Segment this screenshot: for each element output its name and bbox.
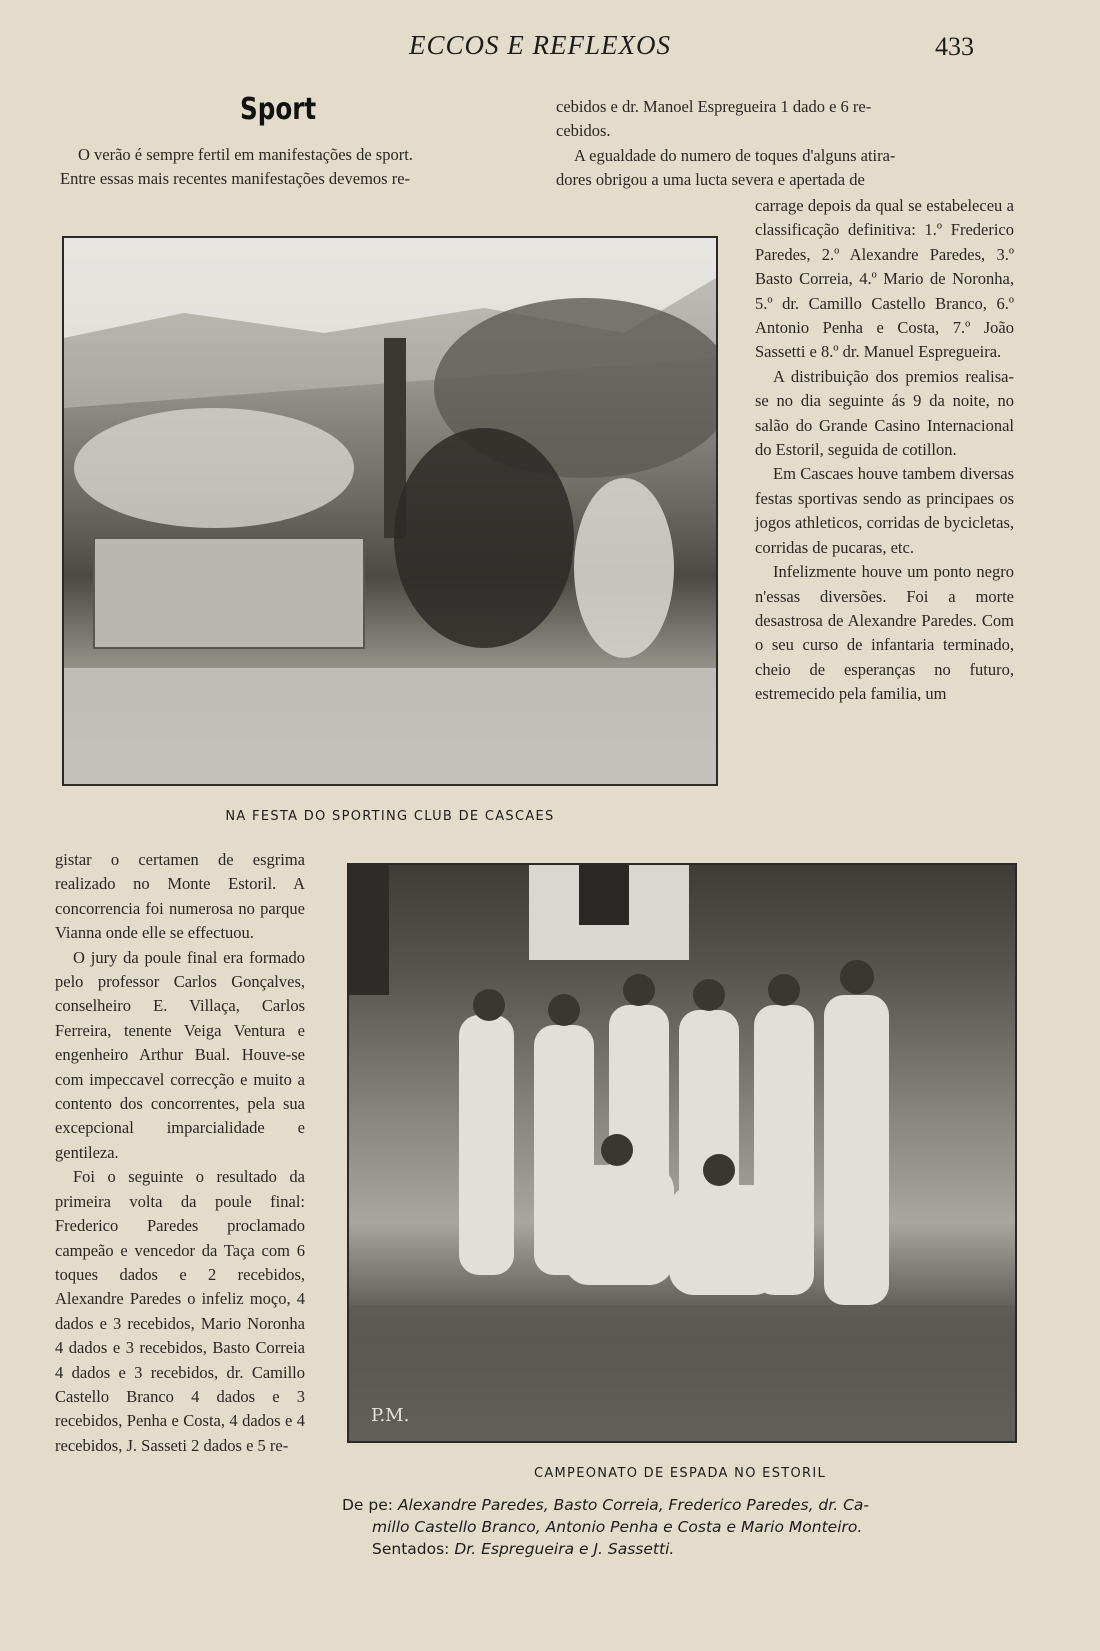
section-title: Sport xyxy=(240,92,317,127)
right-top-line-1: cebidos e dr. Manoel Espregueira 1 dado e 6 re- xyxy=(556,97,872,116)
photo-campeonato-espada xyxy=(347,863,1017,1443)
legend-seated-names: Dr. Espregueira e J. Sassetti. xyxy=(454,1540,675,1558)
legend-seated-row xyxy=(342,1538,1022,1560)
jury-paragraph: O jury da poule final era formado pelo professor Carlos Gonçalves, conselheiro E. Villaça, Carlos Ferreira, tenente Veiga Ventura e engenheiro Arthur Bual. Houve-se com impeccavel correcção e muito a contento dos concorrentes, pela sua excepcional imparcialidade e gentileza. xyxy=(55,947,305,1162)
photo-esgrima-signature: P.M. xyxy=(371,1405,410,1426)
right-column-narrow xyxy=(755,194,1014,707)
right-top-line-3: A egualdade do numero de toques d'alguns atira- xyxy=(574,145,896,165)
legend-standing-row-2 xyxy=(342,1516,1022,1538)
legend-standing-names-2: millo Castello Branco, Antonio Penha e Costa e Mario Monteiro. xyxy=(372,1518,863,1536)
photo-festa-illustration xyxy=(64,238,716,784)
legend-standing-row xyxy=(342,1494,1022,1516)
photo-festa-caption: NA FESTA DO SPORTING CLUB DE CASCAES xyxy=(225,809,555,824)
classification-paragraph: carrage depois da qual se estabeleceu a classificação definitiva: 1.º Frederico Paredes, 2.º Alexandre Paredes, 3.º Basto Correia, 4.º Mario de Noronha, 5.º dr. Camillo Castello Branco, 6.º Antonio Penha e Costa, 7.º João Sassetti e 8.º dr. Manuel Espregueira. xyxy=(755,196,1014,362)
legend-standing-label: De pe: xyxy=(342,1496,393,1514)
intro-line-2: Entre essas mais recentes manifestações devemos re- xyxy=(60,169,411,189)
running-title: ECCOS E REFLEXOS xyxy=(409,30,671,60)
photo-esgrima-caption: CAMPEONATO DE ESPADA NO ESTORIL xyxy=(533,1466,827,1481)
intro-line-1: O verão é sempre fertil em manifestações de sport. xyxy=(78,145,413,164)
photo-esgrima-legend xyxy=(342,1494,1022,1560)
right-top-line-4: dores obrigou a uma lucta severa e apertada de xyxy=(556,170,865,190)
photo-esgrima-illustration xyxy=(349,865,1015,1441)
cascaes-paragraph: Em Cascaes houve tambem diversas festas sportivas sendo as principaes os jogos athleticos, corridas de bycicletas, corridas de pucaras, etc. xyxy=(755,464,1014,557)
right-top-line-2: cebidos. xyxy=(556,121,611,141)
results-paragraph: Foi o seguinte o resultado da primeira volta da poule final: Frederico Paredes proclamado campeão e vencedor da Taça com 6 toques dados e 2 recebidos, Alexandre Paredes o infeliz moço, 4 dados e 3 recebidos, Mario Noronha 4 dados e 3 recebidos, Basto Correia 4 dados e 3 recebidos, dr. Camillo Castello Branco 4 dados e 3 recebidos, Penha e Costa, 4 dados e 4 recebidos, J. Sasseti 2 dados e 5 re- xyxy=(55,1167,305,1455)
photo-festa-sporting-club xyxy=(62,236,718,786)
legend-standing-names-1: Alexandre Paredes, Basto Correia, Frederico Paredes, dr. Ca- xyxy=(397,1496,869,1514)
page-number: 433 xyxy=(935,32,974,61)
right-column-top xyxy=(556,95,1014,193)
intro-paragraph xyxy=(60,143,515,192)
death-paragraph: Infelizmente houve um ponto negro n'essas diversões. Foi a morte desastrosa de Alexandre Paredes. Com o seu curso de infantaria terminado, cheio de esperanças no futuro, estremecido pela familia, um xyxy=(755,562,1014,704)
legend-seated-label: Sentados: xyxy=(372,1540,450,1558)
prize-paragraph: A distribuição dos premios realisa-se no dia seguinte ás 9 da noite, no salão do Grande Casino Internacional do Estoril, seguida de cotillon. xyxy=(755,366,1014,460)
certamen-paragraph: gistar o certamen de esgrima realizado no Monte Estoril. A concorrencia foi numerosa no parque Vianna onde elle se effectuou. xyxy=(55,850,305,943)
left-column-bottom xyxy=(55,848,305,1458)
